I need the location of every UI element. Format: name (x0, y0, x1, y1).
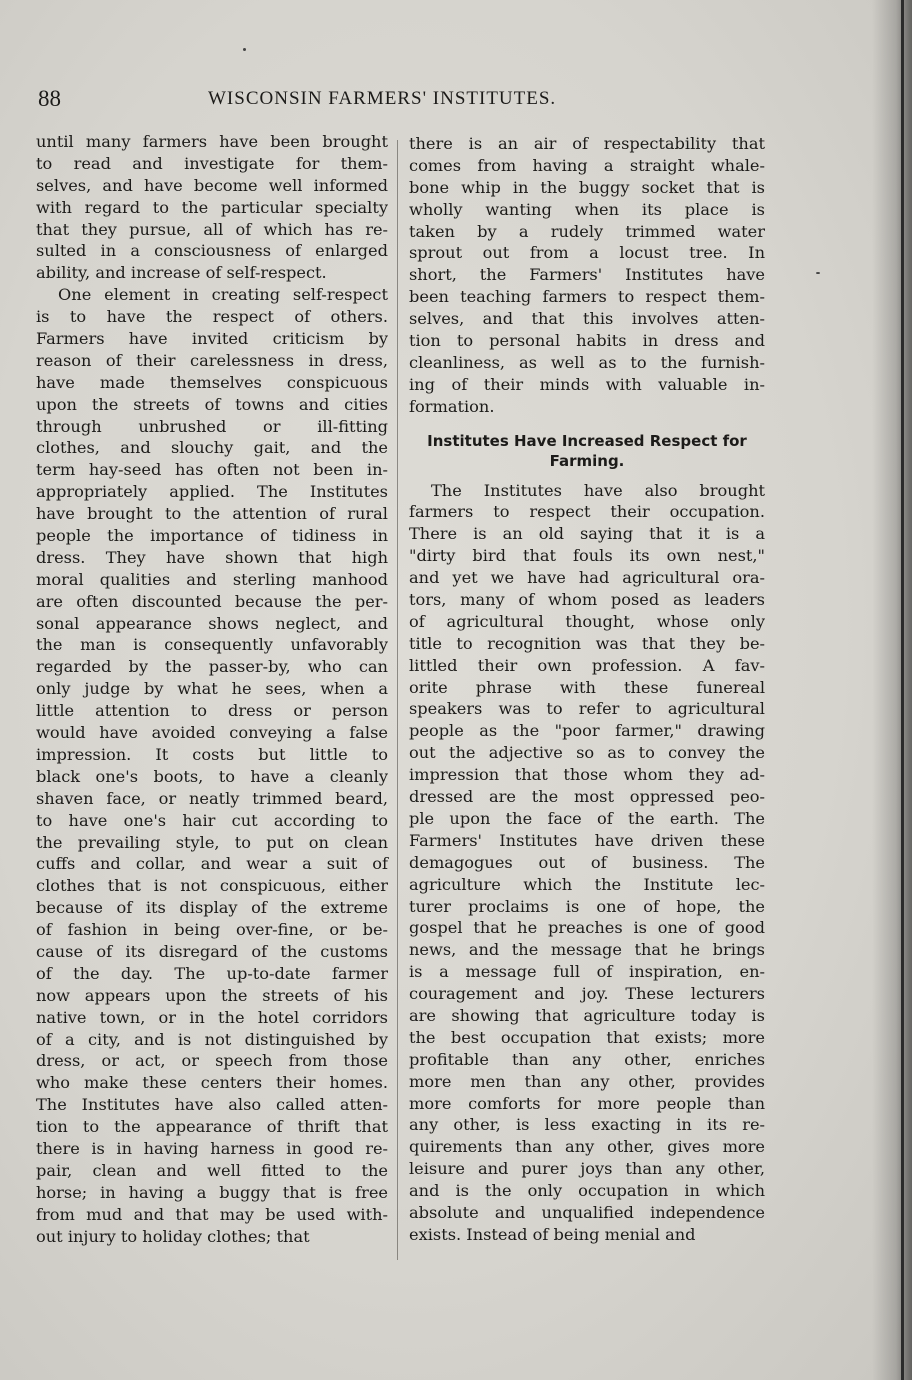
text-line: now appears upon the streets of his (36, 985, 388, 1005)
text-line: tion to the appearance of thrift that (36, 1117, 388, 1137)
text-line: there is in having harness in good re- (36, 1138, 388, 1158)
text-line: through unbrushed or ill-fitting (36, 416, 388, 436)
text-line: dressed are the most oppressed peo- (409, 787, 765, 807)
text-line: farmers to respect their occupation. (409, 502, 765, 522)
right-column-text-before-heading (409, 133, 765, 418)
scan-speck (243, 48, 246, 51)
text-line: that they pursue, all of which has re- (36, 219, 388, 239)
text-line: would have avoided conveying a false (36, 723, 388, 743)
text-line: sulted in a consciousness of enlarged (36, 241, 388, 261)
text-line: until many farmers have been brought (36, 132, 388, 151)
text-line: there is an air of respectability that (409, 134, 765, 153)
text-line: more men than any other, provides (409, 1071, 765, 1091)
text-line: to read and investigate for them- (36, 153, 388, 173)
text-line: regarded by the passer-by, who can (36, 657, 388, 677)
text-line: dress. They have shown that high (36, 547, 388, 567)
page-number: 88 (38, 86, 61, 111)
text-line: quirements than any other, gives more (409, 1137, 765, 1157)
text-line: dress, or act, or speech from those (36, 1051, 388, 1071)
text-line: tors, many of whom posed as leaders (409, 590, 765, 610)
text-line: is a message full of inspiration, en- (409, 962, 765, 982)
text-line: The Institutes have also brought (431, 480, 765, 500)
text-line: cleanliness, as well as to the furnish- (409, 352, 765, 372)
text-line: "dirty bird that fouls its own nest," (409, 546, 765, 566)
binding-edge-shadow (872, 0, 912, 1380)
text-line: little attention to dress or person (36, 701, 388, 721)
text-line: ple upon the face of the earth. The (409, 808, 765, 828)
text-line: exists. Instead of being menial and (409, 1224, 696, 1244)
text-line: sonal appearance shows neglect, and (36, 613, 388, 633)
text-line: is to have the respect of others. (36, 307, 388, 327)
right-column (409, 133, 765, 1246)
text-line: taken by a rudely trimmed water (409, 221, 765, 241)
text-line: and is the only occupation in which (409, 1181, 765, 1201)
text-line: There is an old saying that it is a (409, 524, 765, 544)
text-line: impression that those whom they ad- (409, 765, 765, 785)
text-line: moral qualities and sterling manhood (36, 569, 388, 589)
text-line: of fashion in being over-fine, or be- (36, 920, 388, 940)
text-line: horse; in having a buggy that is free (36, 1182, 388, 1202)
text-line: to have one's hair cut according to (36, 810, 388, 830)
text-line: term hay-seed has often not been in- (36, 460, 388, 480)
text-line: ing of their minds with valuable in- (409, 374, 765, 394)
text-line: sprout out from a locust tree. In (409, 243, 765, 263)
text-line: more comforts for more people than (409, 1093, 765, 1113)
text-line: from mud and that may be used with- (36, 1204, 388, 1224)
left-column (36, 131, 388, 1247)
text-line: demagogues out of business. The (409, 852, 765, 872)
text-line: selves, and have become well informed (36, 175, 388, 195)
text-line: wholly wanting when its place is (409, 199, 765, 219)
text-line: upon the streets of towns and cities (36, 394, 388, 414)
text-line: are often discounted because the per- (36, 591, 388, 611)
text-line: formation. (409, 396, 495, 416)
text-line: Farmers' Institutes have driven these (409, 830, 765, 850)
text-line: impression. It costs but little to (36, 744, 388, 764)
text-line: with regard to the particular specialty (36, 197, 388, 217)
text-line: people as the "poor farmer," drawing (409, 721, 765, 741)
text-line: the prevailing style, to put on clean (36, 832, 388, 852)
text-line: comes from having a straight whale- (409, 155, 765, 175)
text-line: only judge by what he sees, when a (36, 679, 388, 699)
text-line: clothes, and slouchy gait, and the (36, 438, 388, 458)
text-line: leisure and purer joys than any other, (409, 1159, 765, 1179)
text-line: been teaching farmers to respect them- (409, 287, 765, 307)
section-heading-line: Institutes Have Increased Respect for (427, 431, 747, 450)
text-line: appropriately applied. The Institutes (36, 482, 388, 502)
section-heading (409, 431, 765, 471)
text-line: of agricultural thought, whose only (409, 611, 765, 631)
text-line: out the adjective so as to convey the (409, 743, 765, 763)
text-line: title to recognition was that they be- (409, 633, 765, 653)
text-line: cuffs and collar, and wear a suit of (36, 854, 388, 874)
text-line: speakers was to refer to agricultural (409, 699, 765, 719)
text-line: of the day. The up-to-date farmer (36, 963, 388, 983)
text-line: selves, and that this involves atten- (409, 309, 765, 329)
text-line: The Institutes have also called atten- (36, 1095, 388, 1115)
text-line: agriculture which the Institute lec- (409, 874, 765, 894)
right-column-text-after-heading (409, 480, 765, 1246)
text-line: native town, or in the hotel corridors (36, 1007, 388, 1027)
text-line: the man is consequently unfavorably (36, 635, 388, 655)
text-line: tion to personal habits in dress and (409, 331, 765, 351)
text-line: black one's boots, to have a cleanly (36, 766, 388, 786)
text-line: shaven face, or neatly trimmed beard, (36, 788, 388, 808)
text-line: and yet we have had agricultural ora- (409, 568, 765, 588)
scan-speck (816, 272, 820, 274)
text-line: of a city, and is not distinguished by (36, 1029, 388, 1049)
text-line: the best occupation that exists; more (409, 1027, 765, 1047)
section-heading-line: Farming. (549, 451, 625, 470)
text-line: any other, is less exacting in its re- (409, 1115, 765, 1135)
text-line: gospel that he preaches is one of good (409, 918, 765, 938)
text-line: have brought to the attention of rural (36, 504, 388, 524)
column-divider (397, 140, 398, 1260)
text-line: short, the Farmers' Institutes have (409, 265, 765, 285)
text-line: orite phrase with these funereal (409, 677, 765, 697)
text-line: clothes that is not conspicuous, either (36, 876, 388, 896)
text-line: littled their own profession. A fav- (409, 655, 765, 675)
text-line: turer proclaims is one of hope, the (409, 896, 765, 916)
text-line: absolute and unqualified independence (409, 1202, 765, 1222)
text-line: pair, clean and well fitted to the (36, 1160, 388, 1180)
text-line: Farmers have invited criticism by (36, 329, 388, 349)
text-line: bone whip in the buggy socket that is (409, 177, 765, 197)
text-line: cause of its disregard of the customs (36, 941, 388, 961)
text-line: have made themselves conspicuous (36, 372, 388, 392)
text-line: One element in creating self-respect (58, 285, 388, 305)
text-line: profitable than any other, enriches (409, 1049, 765, 1069)
text-line: because of its display of the extreme (36, 898, 388, 918)
text-line: reason of their carelessness in dress, (36, 350, 388, 370)
text-line: are showing that agriculture today is (409, 1005, 765, 1025)
text-line: ability, and increase of self-respect. (36, 263, 327, 283)
text-line: out injury to holiday clothes; that (36, 1226, 310, 1246)
running-head: WISCONSIN FARMERS' INSTITUTES. (208, 88, 557, 109)
text-line: people the importance of tidiness in (36, 526, 388, 546)
text-line: couragement and joy. These lecturers (409, 984, 765, 1004)
text-line: who make these centers their homes. (36, 1073, 388, 1093)
page-edge-line (901, 0, 904, 1380)
text-line: news, and the message that he brings (409, 940, 765, 960)
